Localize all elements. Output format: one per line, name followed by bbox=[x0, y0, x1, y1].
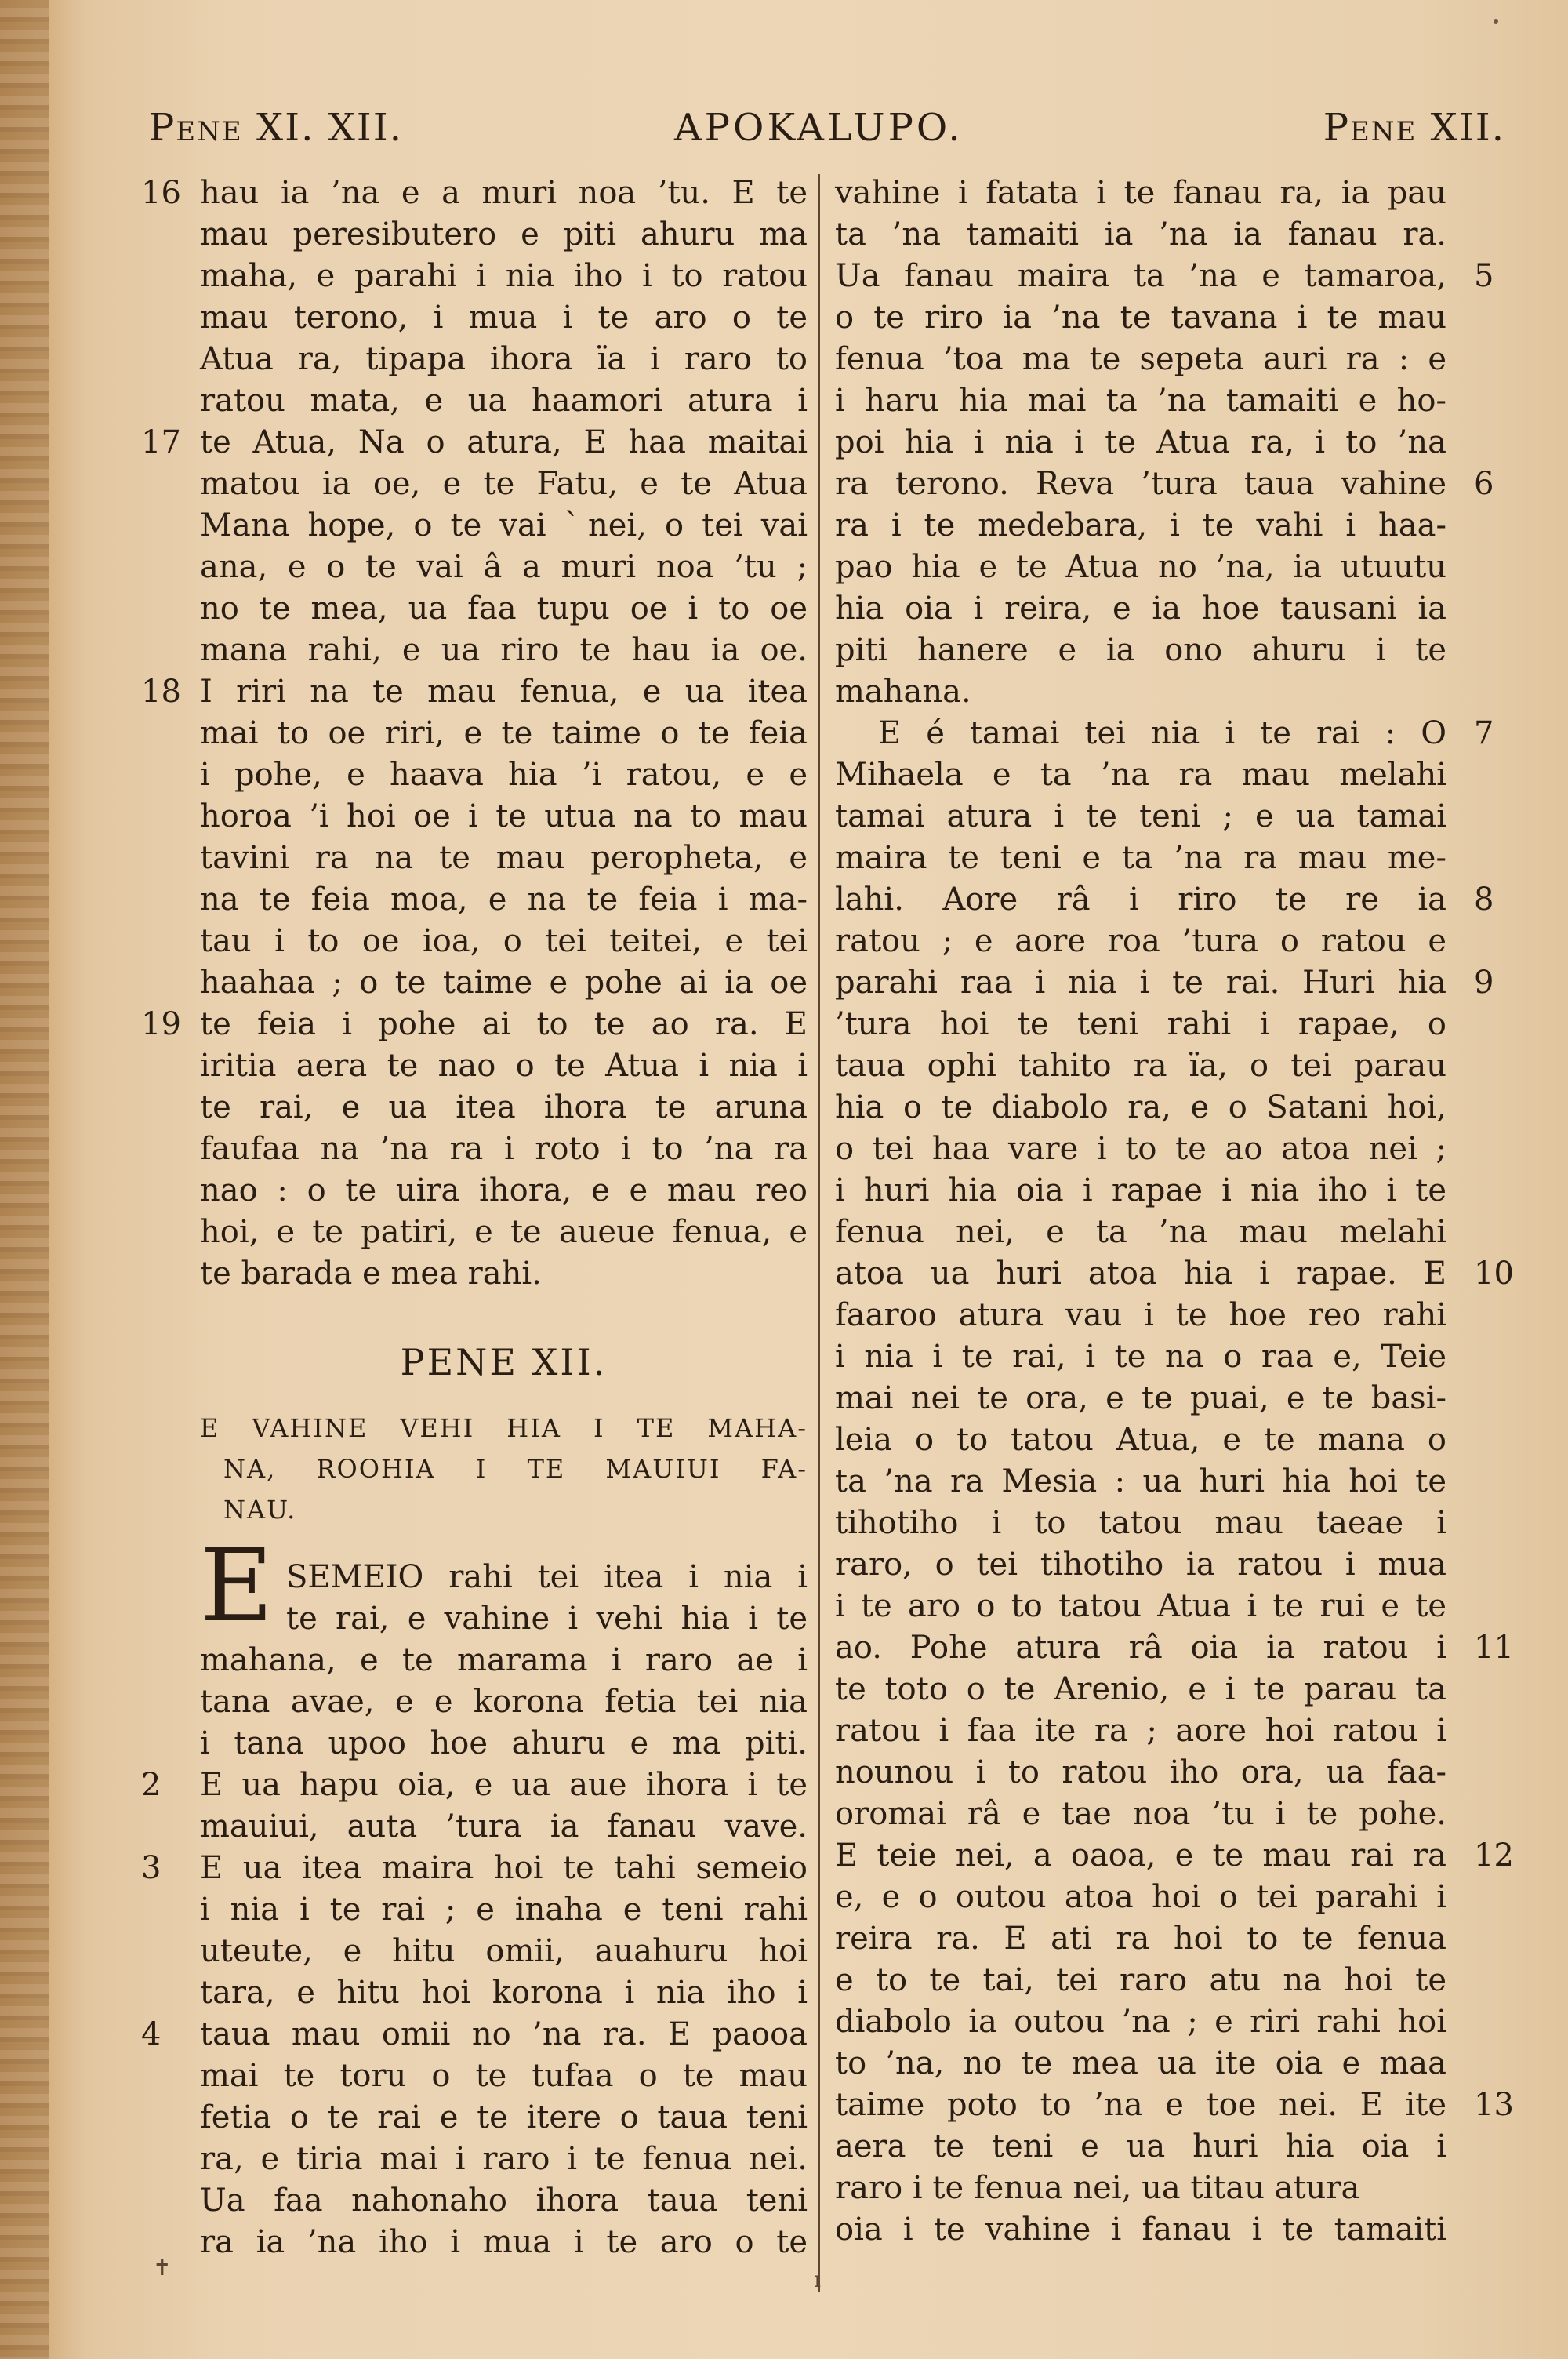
text-line: hia o te diabolo ra, e o Satani hoi, bbox=[835, 1089, 1446, 1125]
verse-number: 7 bbox=[1474, 715, 1494, 751]
text-line: ra terono. Reva ’tura taua vahine bbox=[835, 466, 1446, 502]
header-right-pene: Pene bbox=[1323, 106, 1417, 150]
summary-line: NA, ROOHIA I TE MAUIUI FA- bbox=[223, 1454, 808, 1484]
text-line: o te riro ia ’na te tavana i te mau bbox=[835, 300, 1446, 336]
text-line: i huri hia oia i rapae i nia iho i te bbox=[835, 1172, 1446, 1209]
verse-number: 9 bbox=[1474, 965, 1494, 1001]
text-line: na te feia moa, e na te feia i ma- bbox=[200, 881, 808, 918]
margin-mark: ✝ bbox=[153, 2255, 172, 2281]
text-line: ratou ; e aore roa ’tura o ratou e bbox=[835, 923, 1446, 959]
text-line: mau terono, i mua i te aro o te bbox=[200, 300, 808, 336]
text-line: E teie nei, a oaoa, e te mau rai ra bbox=[835, 1837, 1446, 1874]
header-left bbox=[149, 106, 403, 150]
text-line: te Atua, Na o atura, E haa maitai bbox=[200, 424, 808, 460]
text-line: te feia i pohe ai to te ao ra. E bbox=[200, 1006, 808, 1042]
text-line: horoa ’i hoi oe i te utua na to mau bbox=[200, 798, 808, 834]
text-line: aera te teni e ua huri hia oia i bbox=[835, 2128, 1446, 2165]
text-line: mana rahi, e ua riro te hau ia oe. bbox=[200, 632, 808, 668]
text-line: piti hanere e ia ono ahuru i te bbox=[835, 632, 1446, 668]
verse-number: 19 bbox=[141, 1006, 181, 1042]
text-line: iritia aera te nao o te Atua i nia i bbox=[200, 1048, 808, 1084]
text-line: maira te teni e ta ’na ra mau me- bbox=[835, 840, 1446, 876]
text-line: oromai râ e tae noa ’tu i te pohe. bbox=[835, 1796, 1446, 1832]
text-line: fetia o te rai e te itere o taua teni bbox=[200, 2099, 808, 2135]
header-left-chapters: XI. XII. bbox=[256, 106, 403, 150]
text-line: vahine i fatata i te fanau ra, ia pau bbox=[835, 175, 1446, 211]
text-line: mai to oe riri, e te taime o te feia bbox=[200, 715, 808, 751]
text-line: ratou i faa ite ra ; aore hoi ratou i bbox=[835, 1713, 1446, 1749]
text-line: lahi. Aore râ i riro te re ia bbox=[835, 881, 1446, 918]
verse-number: 11 bbox=[1474, 1630, 1514, 1666]
text-line: SEMEIO rahi tei itea i nia i bbox=[286, 1559, 808, 1595]
text-line: hia oia i reira, e ia hoe tausani ia bbox=[835, 591, 1446, 627]
text-line: maha, e parahi i nia iho i to ratou bbox=[200, 258, 808, 294]
header-left-pene: Pene bbox=[149, 106, 243, 150]
text-line: te barada e mea rahi. bbox=[200, 1256, 542, 1292]
verse-number: 18 bbox=[141, 674, 181, 710]
text-line: matou ia oe, e te Fatu, e te Atua bbox=[200, 466, 808, 502]
text-line: tana avae, e e korona fetia tei nia bbox=[200, 1684, 808, 1720]
text-line: i pohe, e haava hia ’i ratou, e e bbox=[200, 757, 808, 793]
text-line: o tei haa vare i to te ao atoa nei ; bbox=[835, 1131, 1446, 1167]
text-line: fenua nei, e ta ’na mau melahi bbox=[835, 1214, 1446, 1250]
header-right bbox=[1323, 106, 1505, 150]
verse-number: 17 bbox=[141, 424, 181, 460]
chapter-summary bbox=[200, 1408, 808, 1530]
text-line: mau peresibutero e piti ahuru ma bbox=[200, 216, 808, 253]
text-line: tihotiho i to tatou mau taeae i bbox=[835, 1505, 1446, 1541]
summary-line: E VAHINE VEHI HIA I TE MAHA- bbox=[200, 1413, 808, 1443]
book-title: APOKALUPO. bbox=[674, 106, 964, 150]
text-line: oia i te vahine i fanau i te tamaiti bbox=[835, 2212, 1446, 2248]
text-line: no te mea, ua faa tupu oe i to oe bbox=[200, 591, 808, 627]
text-line: nounou i to ratou iho ora, ua faa- bbox=[835, 1754, 1446, 1790]
text-line: tau i to oe ioa, o tei teitei, e tei bbox=[200, 923, 808, 959]
verse-number: 16 bbox=[141, 175, 181, 211]
text-line: leia o to tatou Atua, e te mana o bbox=[835, 1422, 1446, 1458]
text-line: nao : o te uira ihora, e e mau reo bbox=[200, 1172, 808, 1209]
verse-number: 3 bbox=[141, 1850, 162, 1886]
text-line: ’tura hoi te teni rahi i rapae, o bbox=[835, 1006, 1446, 1042]
text-line: ra, e tiria mai i raro i te fenua nei. bbox=[200, 2141, 808, 2177]
column-divider bbox=[818, 174, 820, 2292]
text-line: E ua hapu oia, e ua aue ihora i te bbox=[200, 1767, 808, 1803]
text-line: atoa ua huri atoa hia i rapae. E bbox=[835, 1256, 1446, 1292]
text-line: faufaa na ’na ra i roto i to ’na ra bbox=[200, 1131, 808, 1167]
text-line: te toto o te Arenio, e i te parau ta bbox=[835, 1671, 1446, 1707]
text-line: mahana. bbox=[835, 674, 971, 710]
verse-number: 4 bbox=[141, 2016, 162, 2052]
text-line: i nia i te rai ; e inaha e teni rahi bbox=[200, 1892, 808, 1928]
text-line: te rai, e vahine i vehi hia i te bbox=[286, 1601, 808, 1637]
text-line: ra i te medebara, i te vahi i haa- bbox=[835, 507, 1446, 543]
text-line: Ua faa nahonaho ihora taua teni bbox=[200, 2183, 808, 2219]
text-line: raro, o tei tihotiho ia ratou i mua bbox=[835, 1547, 1446, 1583]
text-line: tavini ra na te mau peropheta, e bbox=[200, 840, 808, 876]
verse-number: 8 bbox=[1474, 881, 1494, 918]
text-line: haahaa ; o te taime e pohe ai ia oe bbox=[200, 965, 808, 1001]
text-line: e to te tai, tei raro atu na hoi te bbox=[835, 1962, 1446, 1998]
text-line: tara, e hitu hoi korona i nia iho i bbox=[200, 1975, 808, 2011]
text-line: ta ’na ra Mesia : ua huri hia hoi te bbox=[835, 1463, 1446, 1499]
drop-cap: E bbox=[200, 1528, 274, 1645]
speck bbox=[1494, 19, 1498, 24]
running-header bbox=[149, 106, 1505, 161]
text-line: reira ra. E ati ra hoi to te fenua bbox=[835, 1921, 1446, 1957]
text-line: Mana hope, o te vai ˋnei, o tei vai bbox=[200, 507, 808, 543]
verse-number: 5 bbox=[1474, 258, 1494, 294]
gutter-mark: ı bbox=[814, 2266, 821, 2292]
text-line: mai te toru o te tufaa o te mau bbox=[200, 2058, 808, 2094]
right-column-text bbox=[835, 173, 1446, 2251]
text-line: to ’na, no te mea ua ite oia e maa bbox=[835, 2045, 1446, 2081]
text-line: ra ia ’na iho i mua i te aro o te bbox=[200, 2224, 808, 2260]
text-line: mahana, e te marama i raro ae i bbox=[200, 1642, 808, 1678]
text-line: parahi raa i nia i te rai. Huri hia bbox=[835, 965, 1446, 1001]
summary-line: NAU. bbox=[223, 1495, 297, 1525]
text-line: i haru hia mai ta ’na tamaiti e ho- bbox=[835, 383, 1446, 419]
text-line: faaroo atura vau i te hoe reo rahi bbox=[835, 1297, 1446, 1333]
text-line: mai nei te ora, e te puai, e te basi- bbox=[835, 1380, 1446, 1416]
verse-number: 6 bbox=[1474, 466, 1494, 502]
book-binding-edge bbox=[0, 0, 49, 2359]
text-line: hoi, e te patiri, e te aueue fenua, e bbox=[200, 1214, 808, 1250]
text-line: taua mau omii no ’na ra. E paooa bbox=[200, 2016, 808, 2052]
text-line: i te aro o to tatou Atua i te rui e te bbox=[835, 1588, 1446, 1624]
text-line: hau ia ’na e a muri noa ’tu. E te bbox=[200, 175, 808, 211]
text-line: te rai, e ua itea ihora te aruna bbox=[200, 1089, 808, 1125]
text-line: e, e o outou atoa hoi o tei parahi i bbox=[835, 1879, 1446, 1915]
verse-number: 13 bbox=[1474, 2087, 1514, 2123]
text-line: pao hia e te Atua no ’na, ia utuutu bbox=[835, 549, 1446, 585]
text-line: mauiui, auta ’tura ia fanau vave. bbox=[200, 1808, 808, 1845]
chapter-heading: PENE XII. bbox=[400, 1341, 608, 1383]
text-line: poi hia i nia i te Atua ra, i to ’na bbox=[835, 424, 1446, 460]
text-line: ao. Pohe atura râ oia ia ratou i bbox=[835, 1630, 1446, 1666]
left-column-chapter-text bbox=[200, 1557, 808, 2263]
verse-number: 2 bbox=[141, 1767, 162, 1803]
text-line: ana, e o te vai â a muri noa ’tu ; bbox=[200, 549, 808, 585]
text-line: ta ’na tamaiti ia ’na ia fanau ra. bbox=[835, 216, 1446, 253]
text-line: tamai atura i te teni ; e ua tamai bbox=[835, 798, 1446, 834]
header-right-chapters: XII. bbox=[1430, 106, 1505, 150]
text-line: Ua fanau maira ta ’na e tamaroa, bbox=[835, 258, 1446, 294]
text-line: taime poto to ’na e toe nei. E ite bbox=[835, 2087, 1446, 2123]
text-line: i tana upoo hoe ahuru e ma piti. bbox=[200, 1725, 808, 1761]
text-line: ratou mata, e ua haamori atura i bbox=[200, 383, 808, 419]
text-line: E ua itea maira hoi te tahi semeio bbox=[200, 1850, 808, 1886]
text-line: fenua ’toa ma te sepeta auri ra : e bbox=[835, 341, 1446, 377]
verse-number: 10 bbox=[1474, 1256, 1514, 1292]
text-line: I riri na te mau fenua, e ua itea bbox=[200, 674, 808, 710]
text-line: raro i te fenua nei, ua titau atura bbox=[835, 2170, 1360, 2206]
text-line: Atua ra, tipapa ihora ïa i raro to bbox=[200, 341, 808, 377]
text-line: E é tamai tei nia i te rai : O bbox=[878, 715, 1446, 751]
text-line: diabolo ia outou ’na ; e riri rahi hoi bbox=[835, 2004, 1446, 2040]
left-column-text bbox=[200, 173, 808, 1295]
text-line: i nia i te rai, i te na o raa e, Teie bbox=[835, 1339, 1446, 1375]
text-line: taua ophi tahito ra ïa, o tei parau bbox=[835, 1048, 1446, 1084]
verse-number: 12 bbox=[1474, 1837, 1514, 1874]
text-line: Mihaela e ta ’na ra mau melahi bbox=[835, 757, 1446, 793]
text-line: uteute, e hitu omii, auahuru hoi bbox=[200, 1933, 808, 1969]
